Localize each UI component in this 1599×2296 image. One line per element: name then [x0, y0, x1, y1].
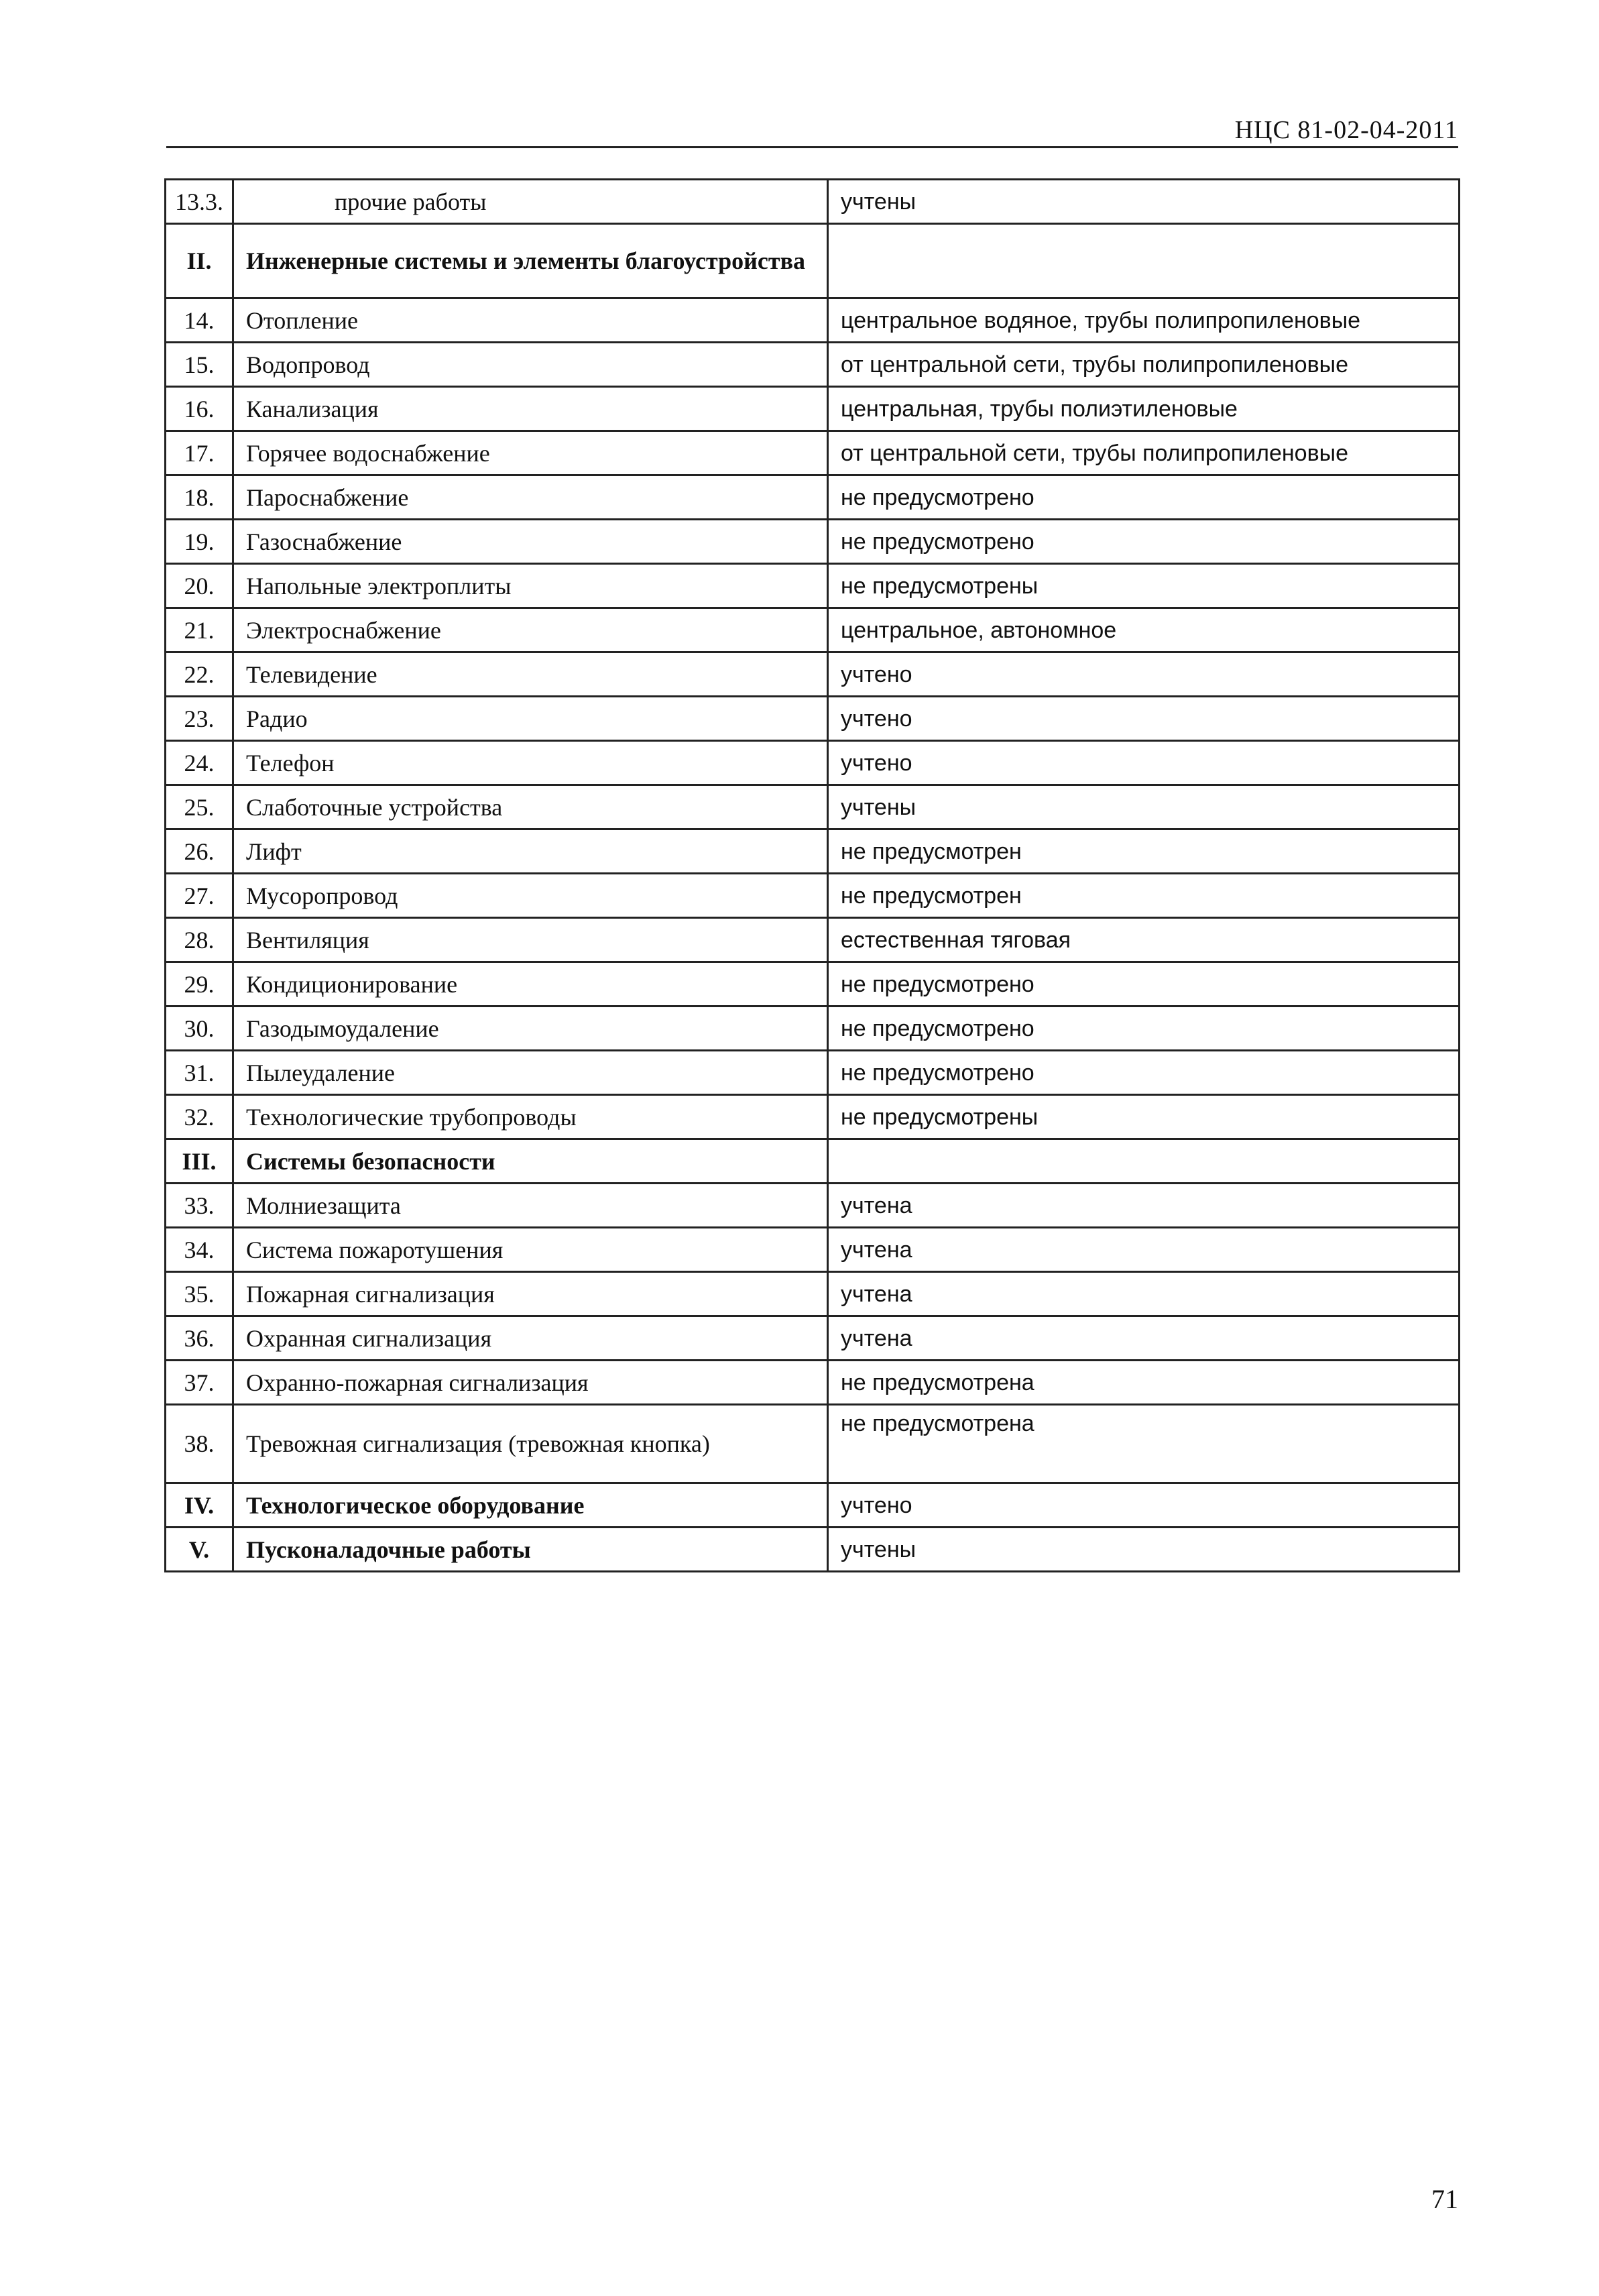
- row-value: учтена: [828, 1184, 1460, 1228]
- row-name: Слаботочные устройства: [233, 785, 828, 829]
- row-name: Газодымоудаление: [233, 1007, 828, 1051]
- row-number: 24.: [166, 741, 233, 785]
- row-value: не предусмотрена: [828, 1361, 1460, 1405]
- row-name: Лифт: [233, 829, 828, 874]
- row-value: учтено: [828, 697, 1460, 741]
- table-row: [166, 1361, 1460, 1405]
- row-value: не предусмотрены: [828, 1095, 1460, 1139]
- row-value: от центральной сети, трубы полипропиленовые: [828, 431, 1460, 475]
- row-number: 22.: [166, 652, 233, 697]
- row-value: не предусмотрено: [828, 520, 1460, 564]
- section-number: III.: [166, 1139, 233, 1184]
- table-row: [166, 298, 1460, 343]
- page-number: 71: [1431, 2184, 1458, 2214]
- row-name: Канализация: [233, 387, 828, 431]
- row-name: Молниезащита: [233, 1184, 828, 1228]
- row-value: учтено: [828, 652, 1460, 697]
- header-rule: [166, 146, 1458, 148]
- row-name: Пожарная сигнализация: [233, 1272, 828, 1316]
- row-name: Система пожаротушения: [233, 1228, 828, 1272]
- table-row: [166, 520, 1460, 564]
- row-name: Телевидение: [233, 652, 828, 697]
- row-name: Телефон: [233, 741, 828, 785]
- row-value: учтена: [828, 1272, 1460, 1316]
- table-row: [166, 1007, 1460, 1051]
- row-value: от центральной сети, трубы полипропиленовые: [828, 343, 1460, 387]
- row-name: Напольные электроплиты: [233, 564, 828, 608]
- table-row: [166, 1316, 1460, 1361]
- section-row: [166, 1483, 1460, 1528]
- table-row: [166, 652, 1460, 697]
- table-row: [166, 387, 1460, 431]
- row-number: 37.: [166, 1361, 233, 1405]
- table-row: [166, 874, 1460, 918]
- row-value: учтено: [828, 1483, 1460, 1528]
- row-value: не предусмотрено: [828, 1051, 1460, 1095]
- table-row: [166, 431, 1460, 475]
- row-value: центральное водяное, трубы полипропиленовые: [828, 298, 1460, 343]
- table-row: [166, 475, 1460, 520]
- table-row: [166, 741, 1460, 785]
- row-number: 34.: [166, 1228, 233, 1272]
- table-row: [166, 1184, 1460, 1228]
- table-row: [166, 564, 1460, 608]
- row-number: 14.: [166, 298, 233, 343]
- row-number: 33.: [166, 1184, 233, 1228]
- row-number: 26.: [166, 829, 233, 874]
- row-value: центральное, автономное: [828, 608, 1460, 652]
- section-row: [166, 224, 1460, 298]
- row-name: Радио: [233, 697, 828, 741]
- row-value: учтено: [828, 741, 1460, 785]
- row-number: 35.: [166, 1272, 233, 1316]
- table-row: [166, 697, 1460, 741]
- row-name: Пароснабжение: [233, 475, 828, 520]
- row-number: 28.: [166, 918, 233, 962]
- row-number: 32.: [166, 1095, 233, 1139]
- table-row: [166, 343, 1460, 387]
- row-number: 17.: [166, 431, 233, 475]
- row-number: 19.: [166, 520, 233, 564]
- row-name: Газоснабжение: [233, 520, 828, 564]
- row-value: центральная, трубы полиэтиленовые: [828, 387, 1460, 431]
- row-name: Охранная сигнализация: [233, 1316, 828, 1361]
- row-name: Электроснабжение: [233, 608, 828, 652]
- row-name: Охранно-пожарная сигнализация: [233, 1361, 828, 1405]
- table-row: [166, 785, 1460, 829]
- row-value: не предусмотрено: [828, 475, 1460, 520]
- row-number: 38.: [166, 1405, 233, 1483]
- row-value: не предусмотрено: [828, 962, 1460, 1007]
- row-name: Технологические трубопроводы: [233, 1095, 828, 1139]
- row-value: учтены: [828, 1528, 1460, 1572]
- row-number: 13.3.: [166, 180, 233, 224]
- row-number: 27.: [166, 874, 233, 918]
- table-row: [166, 829, 1460, 874]
- section-row: [166, 1139, 1460, 1184]
- row-value: не предусмотрены: [828, 564, 1460, 608]
- section-title: Инженерные системы и элементы благоустройства: [233, 224, 828, 298]
- table-row: [166, 180, 1460, 224]
- row-number: 29.: [166, 962, 233, 1007]
- row-number: 15.: [166, 343, 233, 387]
- section-number: IV.: [166, 1483, 233, 1528]
- row-value: естественная тяговая: [828, 918, 1460, 962]
- row-value: не предусмотрено: [828, 1007, 1460, 1051]
- row-number: 25.: [166, 785, 233, 829]
- row-number: 20.: [166, 564, 233, 608]
- row-number: 31.: [166, 1051, 233, 1095]
- table-row: [166, 918, 1460, 962]
- table-row: [166, 1405, 1460, 1483]
- section-title: Технологическое оборудование: [233, 1483, 828, 1528]
- row-name: прочие работы: [233, 180, 828, 224]
- row-name: Отопление: [233, 298, 828, 343]
- section-title: Пусконаладочные работы: [233, 1528, 828, 1572]
- row-number: 21.: [166, 608, 233, 652]
- table-row: [166, 1051, 1460, 1095]
- specification-table: [164, 178, 1460, 1572]
- row-number: 36.: [166, 1316, 233, 1361]
- table-row: [166, 1272, 1460, 1316]
- row-value: учтены: [828, 180, 1460, 224]
- row-value: учтена: [828, 1316, 1460, 1361]
- row-value: не предусмотрен: [828, 829, 1460, 874]
- row-number: 16.: [166, 387, 233, 431]
- row-value: учтены: [828, 785, 1460, 829]
- table-row: [166, 962, 1460, 1007]
- row-name: Горячее водоснабжение: [233, 431, 828, 475]
- section-row: [166, 1528, 1460, 1572]
- table-row: [166, 1095, 1460, 1139]
- row-value: не предусмотрен: [828, 874, 1460, 918]
- row-number: 30.: [166, 1007, 233, 1051]
- row-number: 23.: [166, 697, 233, 741]
- document-code: НЦС 81-02-04-2011: [1234, 116, 1458, 144]
- row-value: не предусмотрена: [828, 1405, 1460, 1483]
- row-name: Тревожная сигнализация (тревожная кнопка): [233, 1405, 828, 1483]
- row-name: Пылеудаление: [233, 1051, 828, 1095]
- row-value: [828, 1139, 1460, 1184]
- row-value: учтена: [828, 1228, 1460, 1272]
- row-name: Вентиляция: [233, 918, 828, 962]
- section-number: V.: [166, 1528, 233, 1572]
- table-row: [166, 608, 1460, 652]
- row-number: 18.: [166, 475, 233, 520]
- section-number: II.: [166, 224, 233, 298]
- row-value: [828, 224, 1460, 298]
- row-name: Кондиционирование: [233, 962, 828, 1007]
- table-row: [166, 1228, 1460, 1272]
- row-name: Мусоропровод: [233, 874, 828, 918]
- section-title: Системы безопасности: [233, 1139, 828, 1184]
- row-name: Водопровод: [233, 343, 828, 387]
